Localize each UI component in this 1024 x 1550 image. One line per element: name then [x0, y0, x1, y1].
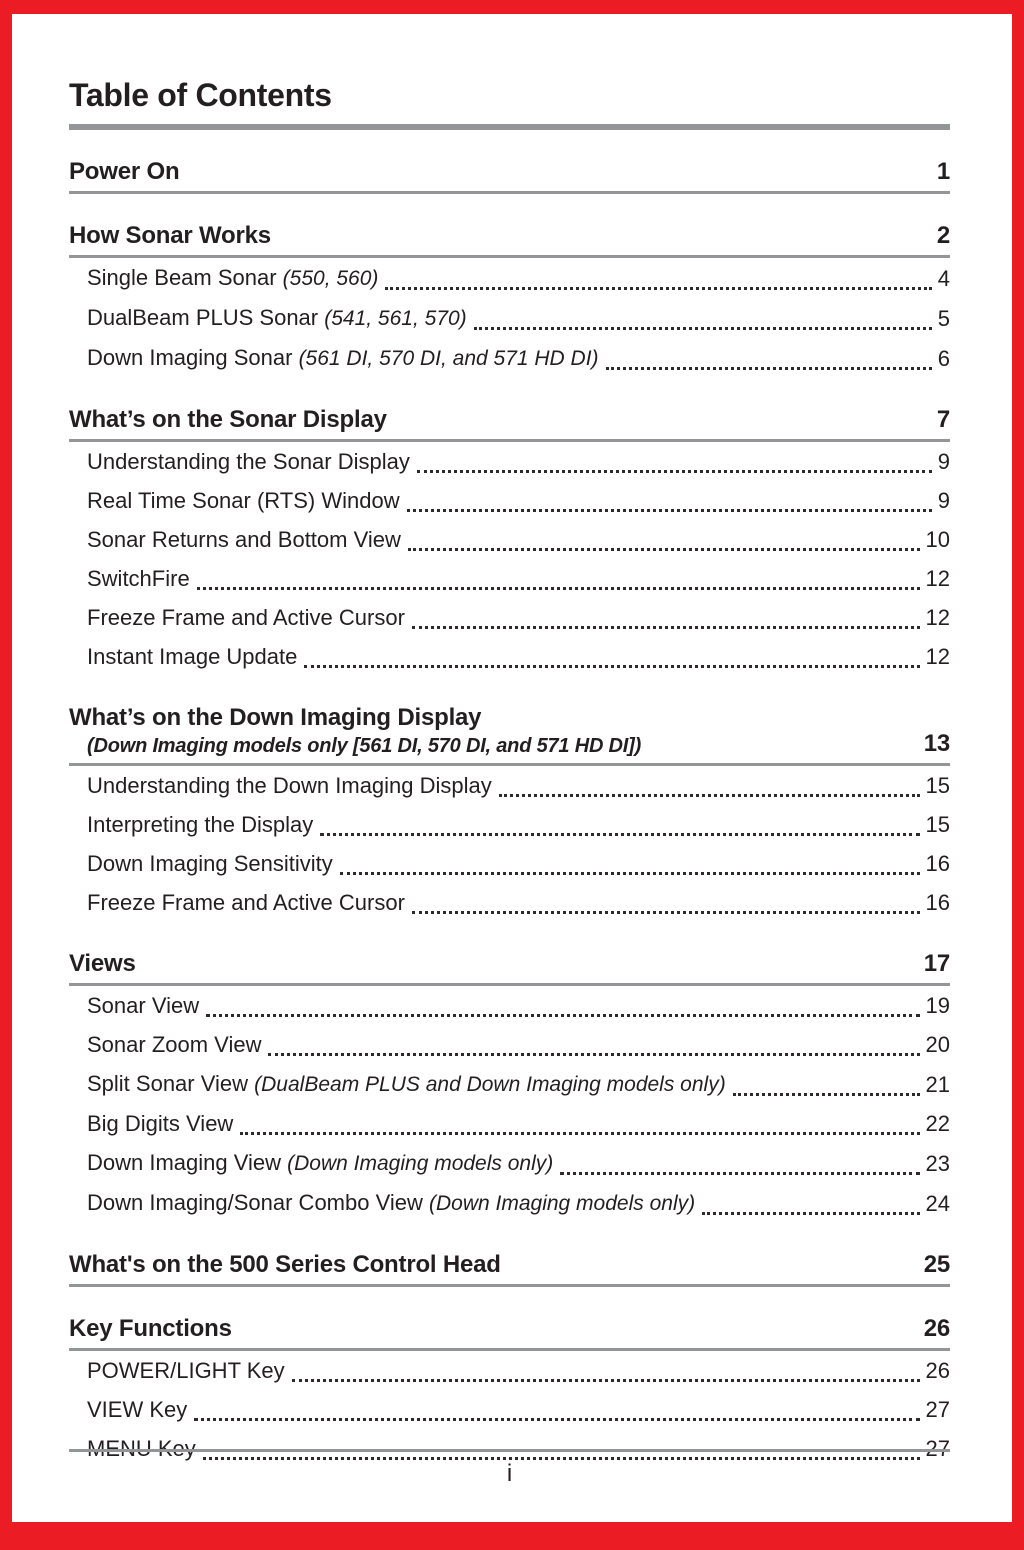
toc-item-label: Down Imaging/Sonar Combo View (Down Imaging models only) — [87, 1190, 696, 1216]
toc-section — [69, 158, 950, 194]
toc-item — [69, 766, 950, 805]
toc-section — [69, 704, 950, 922]
toc-item — [69, 559, 950, 598]
section-heading — [69, 1315, 950, 1351]
toc-section — [69, 222, 950, 378]
toc-item-page-number: 27 — [925, 1397, 950, 1423]
toc-item-label: Down Imaging Sensitivity — [87, 851, 333, 877]
section-page-number: 26 — [923, 1315, 950, 1343]
toc-section — [69, 406, 950, 676]
section-heading-text — [69, 704, 910, 758]
dot-leader — [474, 327, 932, 330]
toc-item-note: (561 DI, 570 DI, and 571 HD DI) — [298, 347, 599, 371]
page-title: Table of Contents — [69, 77, 950, 130]
section-page-number: 25 — [923, 1251, 950, 1279]
dot-leader — [702, 1212, 919, 1215]
page-footer — [69, 1449, 950, 1488]
toc-item — [69, 1390, 950, 1429]
section-page-number: 13 — [923, 730, 950, 758]
toc-item-label: Down Imaging Sonar (561 DI, 570 DI, and 571 HD DI) — [87, 345, 599, 371]
toc-item-label: Big Digits View — [87, 1111, 234, 1137]
dot-leader — [292, 1379, 920, 1382]
toc-item-page-number: 4 — [937, 266, 950, 292]
toc-item — [69, 844, 950, 883]
toc-item-label: Sonar View — [87, 993, 200, 1019]
section-title: How Sonar Works — [69, 222, 271, 250]
toc-item — [69, 298, 950, 338]
dot-leader — [417, 470, 932, 473]
toc-item-page-number: 15 — [925, 773, 950, 799]
section-title: Power On — [69, 158, 180, 186]
toc-item-note: (550, 560) — [282, 267, 379, 291]
dot-leader — [499, 794, 920, 797]
toc-item — [69, 598, 950, 637]
dot-leader — [320, 833, 919, 836]
toc-item-page-number: 16 — [925, 851, 950, 877]
dot-leader — [240, 1132, 919, 1135]
toc-item — [69, 338, 950, 378]
toc-item — [69, 1064, 950, 1104]
dot-leader — [412, 911, 920, 914]
section-heading — [69, 158, 950, 194]
section-heading-text — [69, 406, 923, 434]
toc-item-label: Interpreting the Display — [87, 812, 314, 838]
toc-item-page-number: 16 — [925, 890, 950, 916]
toc-item-label: SwitchFire — [87, 566, 190, 592]
toc-item — [69, 1183, 950, 1223]
toc-item-label: POWER/LIGHT Key — [87, 1358, 285, 1384]
dot-leader — [268, 1053, 919, 1056]
footer-page-number: i — [506, 1460, 513, 1487]
dot-leader — [304, 665, 919, 668]
dot-leader — [407, 509, 932, 512]
toc-item-label: Single Beam Sonar (550, 560) — [87, 265, 379, 291]
toc-item-label: Freeze Frame and Active Cursor — [87, 890, 405, 916]
section-title: What's on the 500 Series Control Head — [69, 1251, 501, 1279]
section-title: Key Functions — [69, 1315, 232, 1343]
toc-item — [69, 986, 950, 1025]
dot-leader — [385, 287, 931, 290]
section-title: Views — [69, 950, 136, 978]
section-heading — [69, 222, 950, 258]
toc-item-page-number: 6 — [937, 346, 950, 372]
toc-item-note: (541, 561, 570) — [324, 307, 467, 331]
toc-item-label: Down Imaging View (Down Imaging models only) — [87, 1150, 554, 1176]
section-heading-text — [69, 950, 910, 978]
toc-item-page-number: 20 — [925, 1032, 950, 1058]
toc-item — [69, 258, 950, 298]
section-title: What’s on the Down Imaging Display — [69, 704, 482, 732]
section-page-number: 17 — [923, 950, 950, 978]
section-heading-text — [69, 1315, 910, 1343]
toc-item-label: Instant Image Update — [87, 644, 298, 670]
toc-item-page-number: 12 — [925, 644, 950, 670]
section-page-number: 7 — [936, 406, 950, 434]
toc-item — [69, 481, 950, 520]
toc-item-label: Freeze Frame and Active Cursor — [87, 605, 405, 631]
toc-item-page-number: 5 — [937, 306, 950, 332]
toc-item-page-number: 24 — [925, 1191, 950, 1217]
toc-item-note: (Down Imaging models only) — [429, 1192, 696, 1216]
toc-item-label: DualBeam PLUS Sonar (541, 561, 570) — [87, 305, 467, 331]
toc-item-label: Sonar Zoom View — [87, 1032, 262, 1058]
toc-item-page-number: 22 — [925, 1111, 950, 1137]
toc-section — [69, 950, 950, 1223]
toc-item — [69, 805, 950, 844]
toc-item-note: (Down Imaging models only) — [287, 1152, 554, 1176]
section-subtitle: (Down Imaging models only [561 DI, 570 DI, and 571 HD DI]) — [87, 735, 642, 758]
section-page-number: 1 — [936, 158, 950, 186]
toc-item-page-number: 12 — [925, 605, 950, 631]
toc-item-page-number: 10 — [925, 527, 950, 553]
toc-item-page-number: 27 — [925, 1436, 950, 1462]
manual-page — [12, 14, 1012, 1522]
dot-leader — [606, 367, 932, 370]
toc-item-page-number: 9 — [937, 488, 950, 514]
toc-item-label: Understanding the Down Imaging Display — [87, 773, 492, 799]
section-heading — [69, 1251, 950, 1287]
toc-item-page-number: 15 — [925, 812, 950, 838]
toc-item-page-number: 12 — [925, 566, 950, 592]
section-heading — [69, 406, 950, 442]
toc-item-page-number: 19 — [925, 993, 950, 1019]
toc-section — [69, 1315, 950, 1468]
section-heading-text — [69, 1251, 910, 1279]
toc-item-page-number: 26 — [925, 1358, 950, 1384]
toc-item-label: Sonar Returns and Bottom View — [87, 527, 401, 553]
toc-item-label: Split Sonar View (DualBeam PLUS and Down Imaging models only) — [87, 1071, 726, 1097]
dot-leader — [408, 548, 920, 551]
toc-section — [69, 1251, 950, 1287]
toc-item — [69, 1143, 950, 1183]
toc-item — [69, 1025, 950, 1064]
dot-leader — [412, 626, 920, 629]
section-title: What’s on the Sonar Display — [69, 406, 387, 434]
toc-item-page-number: 9 — [937, 449, 950, 475]
toc-item — [69, 637, 950, 676]
dot-leader — [194, 1418, 919, 1421]
dot-leader — [206, 1014, 919, 1017]
toc-item — [69, 442, 950, 481]
section-heading-text — [69, 158, 923, 186]
dot-leader — [197, 587, 920, 590]
toc-item-label: VIEW Key — [87, 1397, 188, 1423]
dot-leader — [560, 1172, 919, 1175]
toc-sections — [69, 158, 950, 1468]
toc-item-page-number: 21 — [925, 1072, 950, 1098]
toc-item — [69, 1351, 950, 1390]
toc-item — [69, 1104, 950, 1143]
toc-item — [69, 883, 950, 922]
section-heading-text — [69, 222, 923, 250]
section-page-number: 2 — [936, 222, 950, 250]
toc-item-label: MENU Key — [87, 1436, 196, 1462]
dot-leader — [340, 872, 920, 875]
section-heading — [69, 950, 950, 986]
dot-leader — [733, 1093, 920, 1096]
toc-item-note: (DualBeam PLUS and Down Imaging models only) — [254, 1073, 726, 1097]
toc-item — [69, 520, 950, 559]
toc-item-page-number: 23 — [925, 1151, 950, 1177]
section-heading — [69, 704, 950, 766]
toc-item-label: Understanding the Sonar Display — [87, 449, 410, 475]
toc-item-label: Real Time Sonar (RTS) Window — [87, 488, 400, 514]
